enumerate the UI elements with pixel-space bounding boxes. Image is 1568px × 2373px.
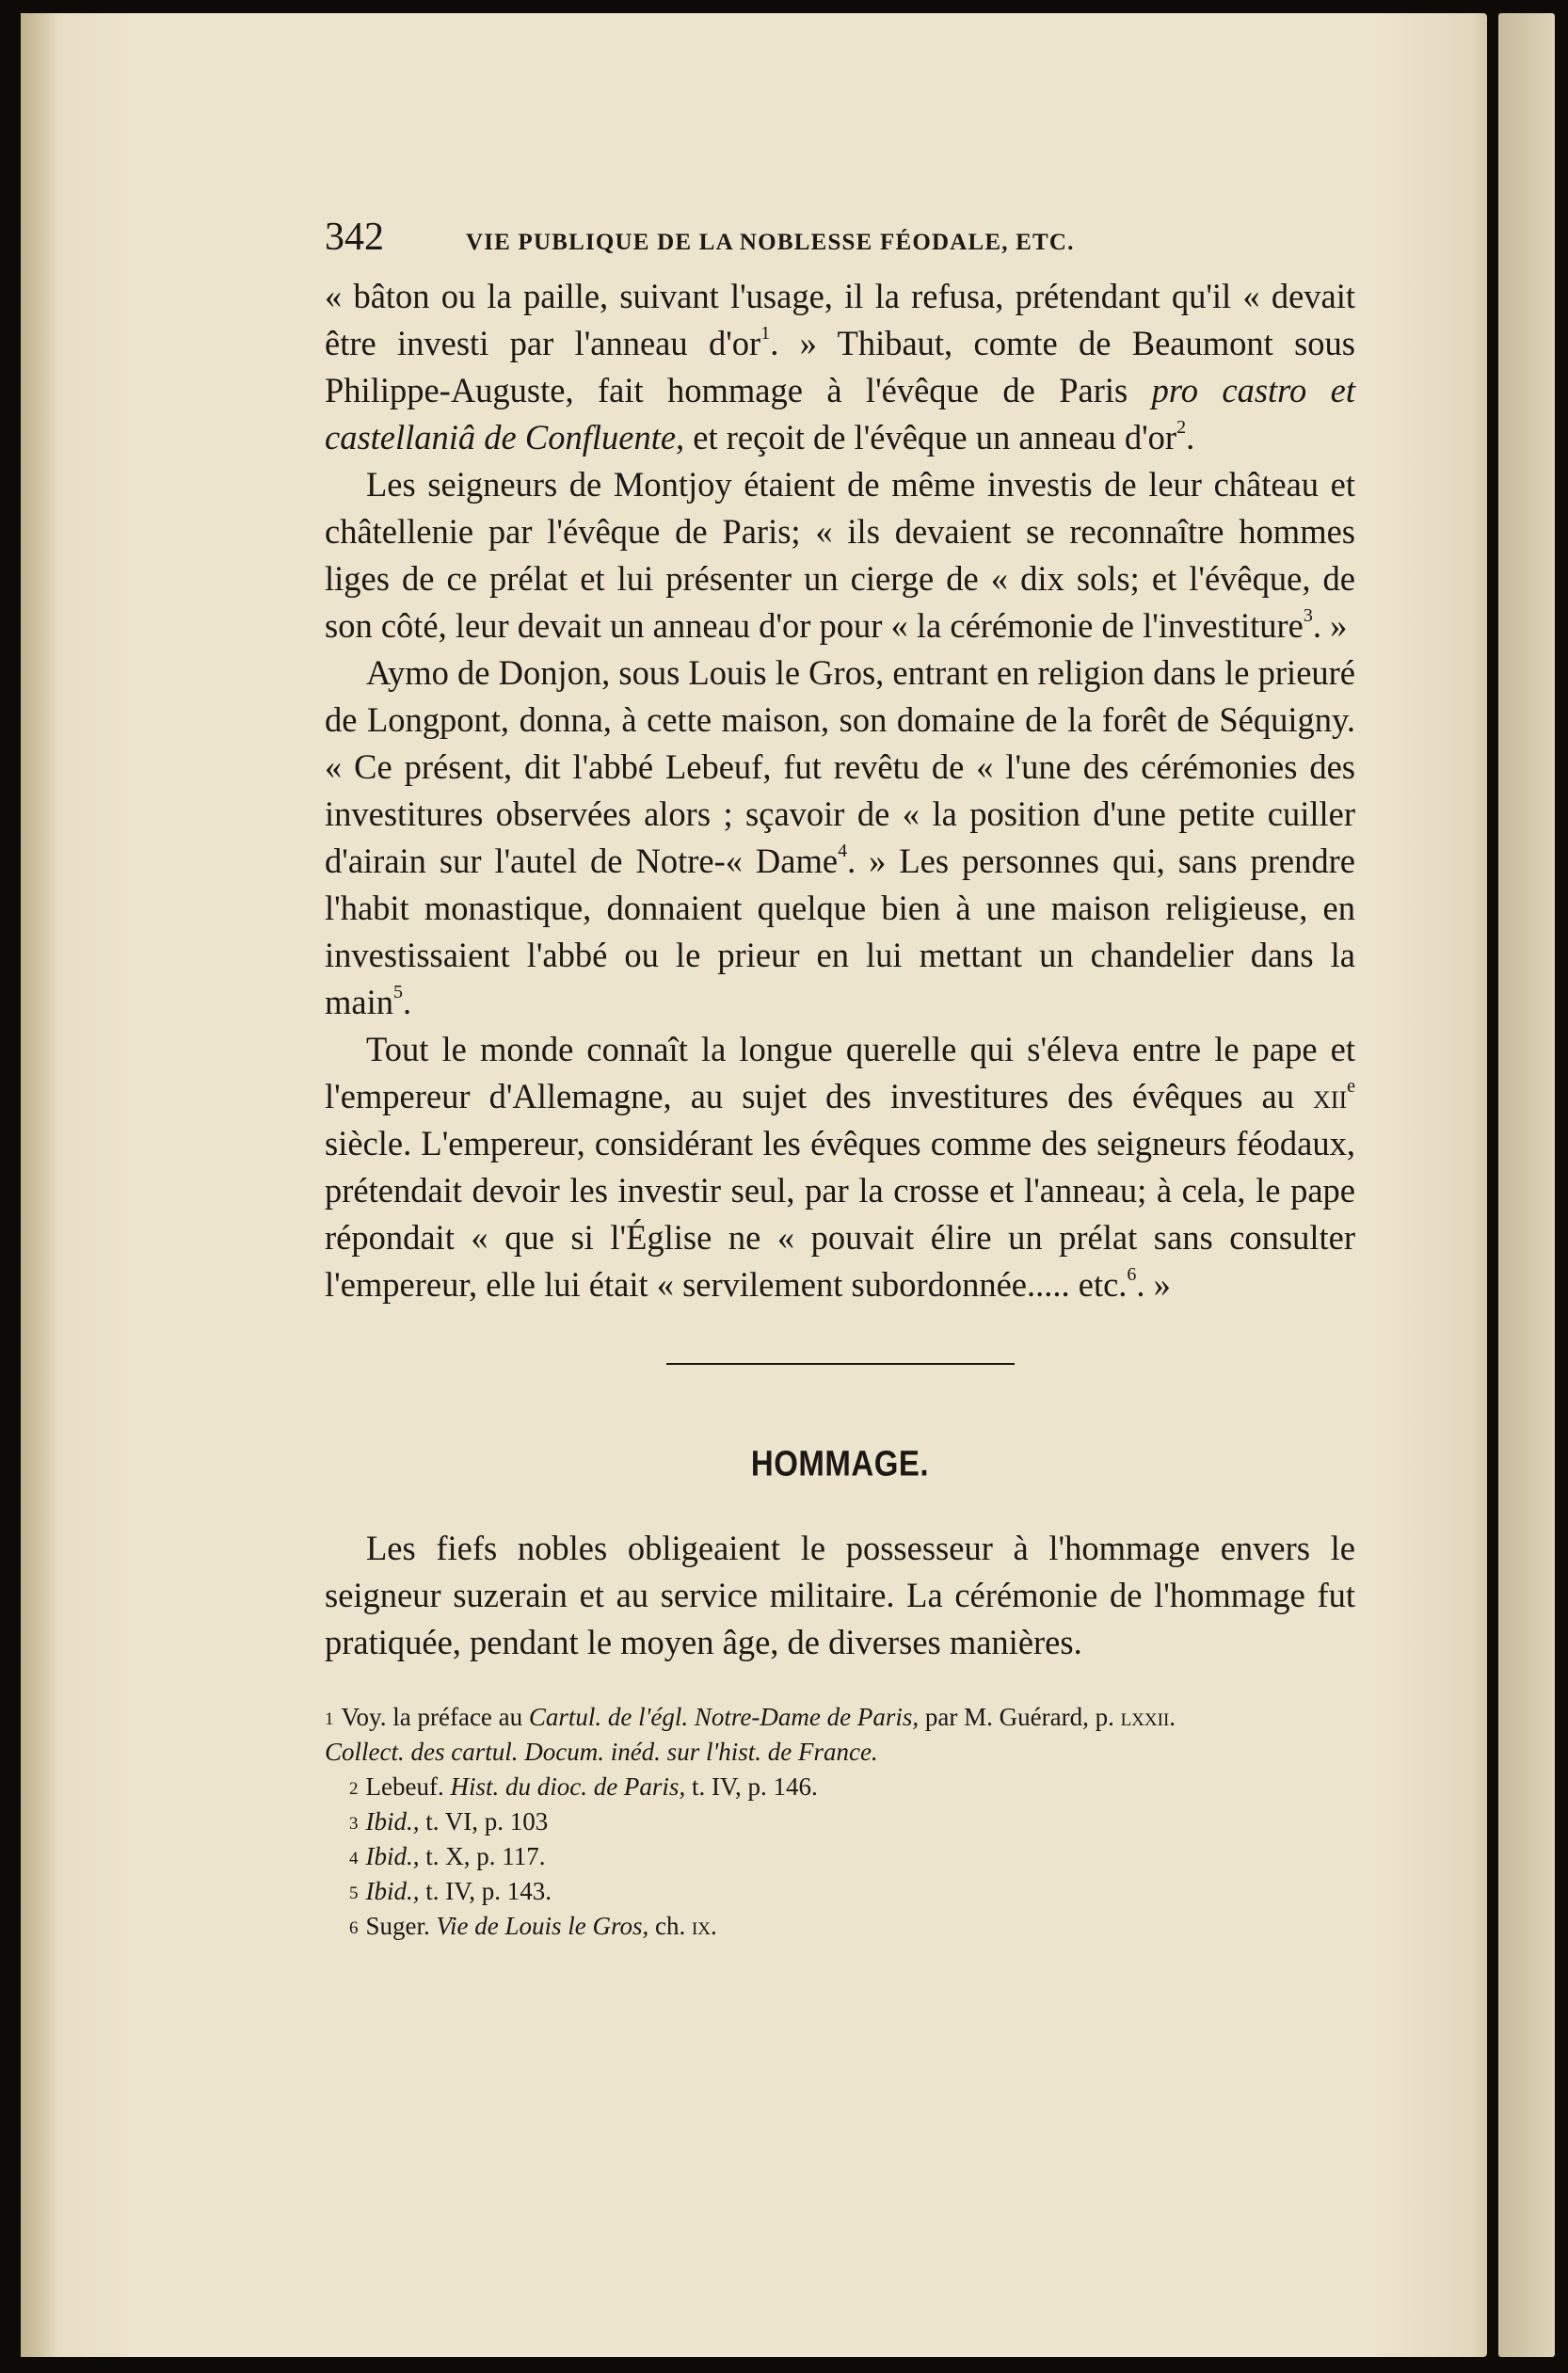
footnote-5-text: t. IV, p. 143.: [419, 1877, 552, 1905]
adjacent-page-edge: [1498, 13, 1555, 2357]
footnote-1-text-b: par M. Guérard, p.: [919, 1703, 1121, 1731]
footnote-1-text-c: .: [1169, 1703, 1176, 1731]
paragraph-1-line-5a: un anneau d'or: [975, 418, 1177, 457]
body-text: [325, 273, 1355, 1308]
section-body: [325, 1525, 1355, 1666]
paragraph-1-line-4b: et reçoit de l'évêque: [684, 418, 968, 457]
footnote-1-title: Cartul. de l'égl. Notre-Dame de Paris,: [528, 1703, 920, 1731]
paragraph-3-text-b: . » Les personnes qui, sans prendre l'habit monastique, donnaient quelque bien à une maison religieuse, en investissaient l'abbé ou le prieur en lui mettant un chandelier dans la main: [325, 842, 1355, 1021]
footnote-1-page: lxxii: [1120, 1703, 1170, 1731]
footnote-6-text-b: ch.: [648, 1912, 692, 1940]
footnote-4: [325, 1839, 1355, 1874]
footnote-5-number: 5: [349, 1884, 359, 1903]
footnote-2-title: Hist. du dioc. de Paris,: [450, 1772, 686, 1801]
paragraph-1-line-4a: Paris: [1059, 371, 1128, 409]
footnote-3-text: t. VI, p. 103: [419, 1807, 549, 1836]
section-paragraph: Les fiefs nobles obligeaient le possesseur à l'hommage envers le seigneur suzerain et au service militaire. La cérémonie de l'hommage fut pratiquée, pendant le moyen âge, de diverses manières.: [325, 1529, 1355, 1661]
paragraph-1: [325, 273, 1355, 461]
paragraph-1-line-5b: .: [1186, 418, 1195, 457]
footnote-6-title: Vie de Louis le Gros,: [436, 1912, 649, 1940]
paragraph-4-text-b: siècle. L'empereur, considérant les évêques comme des seigneurs féodaux, prétendait devoir les investir seul, par la crosse et l'anneau; à cela, le pape répondait « que si l'Église ne « pouvait élire un prélat sans consulter l'empereur, elle lui était « servilement subordonnée..... etc.: [325, 1124, 1355, 1304]
footnote-2: [325, 1770, 1355, 1804]
footnote-1-text-a: Voy. la préface au: [341, 1703, 529, 1731]
footnote-3-ibid: Ibid.,: [365, 1807, 420, 1836]
paragraph-1-latin-phrase: pro castro et castellaniâ de Confluente,: [325, 371, 1355, 457]
paragraph-4-end: . »: [1136, 1265, 1171, 1304]
footnote-ref-2: 2: [1176, 417, 1187, 438]
footnote-2-text-b: t. IV, p. 146.: [685, 1772, 818, 1801]
footnote-3-number: 3: [349, 1814, 359, 1834]
footnote-3: [325, 1804, 1355, 1839]
footnote-ref-4: 4: [838, 841, 848, 861]
footnote-5-ibid: Ibid.,: [365, 1877, 420, 1905]
paragraph-3-text-a: Aymo de Donjon, sous Louis le Gros, entrant en religion dans le prieuré de Longpont, donna, à cette maison, son domaine de la forêt de Séquigny. « Ce présent, dit l'abbé Lebeuf, fut revêtu de « l'une des cérémonies des investitures observées alors ; sçavoir de « la position d'une petite cuiller d'airain sur l'autel de Notre-« Dame: [325, 653, 1355, 880]
century-numeral: xii: [1313, 1077, 1348, 1115]
footnote-ref-5: 5: [392, 982, 403, 1002]
footnote-6-text-a: Suger.: [365, 1912, 437, 1940]
footnote-6-number: 6: [349, 1918, 359, 1938]
footnote-ref-6: 6: [1127, 1264, 1137, 1285]
footnote-1-number: 1: [325, 1709, 334, 1729]
footnote-4-number: 4: [349, 1849, 359, 1868]
page-spine-shadow: [21, 13, 58, 2357]
running-title: VIE PUBLIQUE DE LA NOBLESSE FÉODALE, ETC.: [466, 230, 1075, 255]
century-superscript: e: [1347, 1076, 1355, 1097]
section-divider: [666, 1363, 1015, 1365]
footnote-6: [325, 1909, 1355, 1944]
footnote-4-text: t. X, p. 117.: [419, 1842, 546, 1870]
footnote-6-chapter: ix: [691, 1912, 712, 1940]
footnote-ref-1: 1: [760, 323, 771, 344]
running-head: [325, 215, 1355, 260]
footnote-ref-3: 3: [1303, 605, 1313, 626]
footnote-6-text-c: .: [711, 1912, 717, 1940]
paragraph-1-line-1: « bâton ou la paille, suivant l'usage, il la refusa, prétendant qu'il: [325, 277, 1232, 315]
paragraph-2: [325, 461, 1355, 649]
page-text-block: [325, 215, 1355, 1944]
paragraph-2-end: . »: [1312, 606, 1348, 645]
paragraph-1-line-2a: « devait être investi par l'anneau d'or: [325, 277, 1356, 362]
footnote-2-text-a: Lebeuf.: [365, 1772, 451, 1801]
footnote-1-continuation: [325, 1735, 1355, 1770]
page-number: 342: [325, 216, 384, 259]
paragraph-2-text: Les seigneurs de Montjoy étaient de même investis de leur château et châtellenie par l'évêque de Paris; « ils devaient se reconnaître hommes liges de ce prélat et lui présenter un cierge de « dix sols; et l'évêque, de son côté, leur devait un anneau d'or pour « la cérémonie de l'investiture: [325, 465, 1355, 645]
footnote-2-number: 2: [349, 1779, 359, 1799]
section-title: HOMMAGE.: [750, 1443, 930, 1483]
paragraph-3: [325, 649, 1355, 1026]
footnote-1: [325, 1700, 1355, 1735]
paragraph-1-line-3: Beaumont sous Philippe-Auguste, fait hommage à l'évêque de: [325, 324, 1355, 409]
paragraph-4: [325, 1026, 1355, 1308]
footnote-1-continuation-title: Collect. des cartul. Docum. inéd. sur l'hist. de France.: [325, 1738, 878, 1766]
paragraph-1-line-2b: . » Thibaut, comte de: [770, 324, 1112, 362]
footnote-5: [325, 1874, 1355, 1909]
footnote-4-ibid: Ibid.,: [365, 1842, 420, 1870]
footnotes: [325, 1700, 1355, 1944]
paragraph-4-text-a: Tout le monde connaît la longue querelle qui s'éleva entre le pape et l'empereur d'Allemagne, au sujet des investitures des évêques au: [325, 1030, 1355, 1115]
paragraph-3-end: .: [402, 983, 412, 1021]
